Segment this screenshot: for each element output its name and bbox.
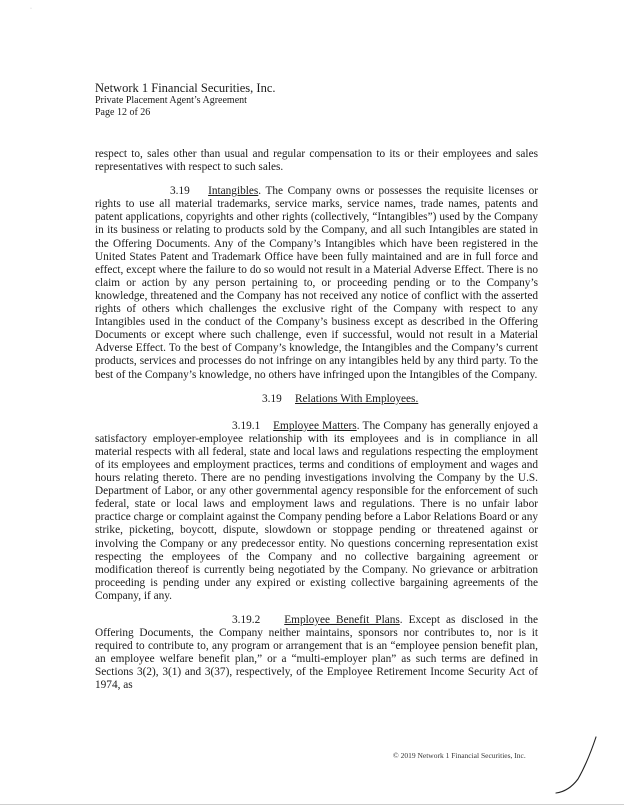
section-title: Intangibles (208, 185, 259, 198)
section-3-19-2-benefit-plans (95, 614, 538, 693)
page-header (95, 81, 395, 119)
header-company: Network 1 Financial Securities, Inc. (95, 81, 276, 95)
section-number: 3.19.2 (232, 614, 261, 626)
section-title: Employee Benefit Plans (284, 614, 400, 626)
section-3-19-relations-heading (95, 393, 538, 406)
paragraph-continuation: respect to, sales other than usual and regular compensation to its or their employees and sales representatives with respect to such sales. (95, 148, 538, 174)
document-body (95, 148, 538, 704)
header-document-title: Private Placement Agent’s Agreement (95, 95, 247, 106)
page-bottom-edge (0, 804, 624, 805)
signature-initial-icon (552, 735, 602, 795)
scan-mark: · (30, 6, 32, 12)
section-number: 3.19.1 (232, 419, 261, 432)
section-text: . The Company owns or possesses the requisite licenses or rights to use all material trademarks, service marks, service names, trade names, patents and patent applications, copyrights and other rights (collectively, “Intangibles”) used by the Company in its business or relating to products sold by the Company, and all such Intangibles are stated in the Offering Documents. Any of the Company’s Intangibles which have been registered in the United States Patent and Trademark Office have been fully maintained and are in full force and effect, except where the failure to do so would not result in a Material Adverse Effect. There is no claim or action by any person pertaining to, or proceeding pending or to the Company’s knowledge, threatened and the Company has not received any notice of conflict with the asserted rights of others which challenges the exclusive right of the Company with respect to any Intangibles used in the conduct of the Company’s business except as described in the Offering Documents or except where such challenge, even if successful, would not result in a Material Adverse Effect. To the best of Company’s knowledge, the Intangibles and the Company’s current products, services and processes do not infringe on any intangibles held by any third party. To the best of the Company’s knowledge, no others have infringed upon the Intangibles of the Company. (95, 185, 538, 381)
header-page-number: Page 12 of 26 (95, 107, 151, 118)
section-text: . The Company has generally enjoyed a satisfactory employer-employee relationship with its employees and is in compliance in all material respects with all federal, state and local laws and regulations respecting the employment of its employees and employment practices, terms and conditions of employment and wages and hours relating thereto. There are no pending investigations involving the Company by the U.S. Department of Labor, or any other governmental agency responsible for the enforcement of such federal, state or local laws and employment laws and regulations. There is no unfair labor practice charge or complaint against the Company pending before a Labor Relations Board or any strike, picketing, boycott, dispute, slowdown or stoppage pending or threatened against or involving the Company or any predecessor entity. No questions concerning representation exist respecting the employees of the Company and no collective bargaining agreement or modification thereof is currently being negotiated by the Company. No grievance or arbitration proceeding is pending under any expired or existing collective bargaining agreements of the Company, if any. (95, 419, 539, 602)
section-title: Relations With Employees. (295, 392, 419, 405)
section-title: Employee Matters (273, 419, 357, 432)
section-number: 3.19 (262, 392, 282, 405)
section-3-19-intangibles (95, 185, 538, 381)
section-number: 3.19 (170, 185, 190, 198)
page-footer-copyright: © 2019 Network 1 Financial Securities, Inc. (393, 751, 526, 760)
section-3-19-1-employee-matters (95, 420, 538, 603)
section-text: . Except as disclosed in the Offering Documents, the Company neither maintains, sponsors nor contributes to, nor is it required to contribute to, any program or arrangement that is an “employee pension benefit plan, an employee welfare benefit plan,” or a “multi-employer plan” as such terms are defined in Sections 3(2), 3(1) and 3(37), respectively, of the Employee Retirement Income Security Act of 1974, as (95, 614, 538, 692)
